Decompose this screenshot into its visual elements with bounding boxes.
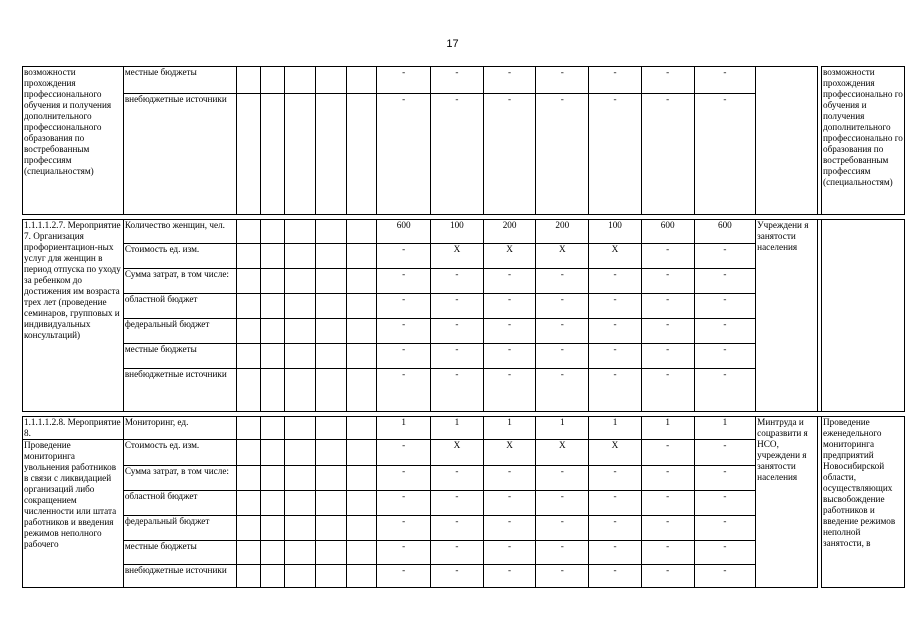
empty-cell bbox=[261, 466, 285, 491]
value-cell: - bbox=[589, 541, 642, 565]
value-cell: - bbox=[431, 369, 484, 412]
indicator-cell: внебюджетные источники bbox=[123, 94, 237, 215]
value-cell: - bbox=[536, 491, 589, 516]
value-cell: - bbox=[589, 565, 642, 588]
empty-cell bbox=[346, 369, 377, 412]
value-cell: - bbox=[483, 541, 536, 565]
empty-cell bbox=[315, 244, 346, 269]
empty-cell bbox=[237, 67, 261, 94]
indicator-cell: областной бюджет bbox=[123, 294, 237, 319]
empty-cell bbox=[237, 417, 261, 440]
value-cell: - bbox=[377, 491, 431, 516]
value-cell: - bbox=[589, 369, 642, 412]
empty-cell bbox=[346, 220, 377, 244]
executor-cell: Учреждени я занятости населения bbox=[756, 220, 818, 412]
empty-cell bbox=[237, 344, 261, 369]
empty-cell bbox=[285, 541, 316, 565]
value-cell: - bbox=[483, 269, 536, 294]
value-cell: X bbox=[483, 440, 536, 466]
empty-cell bbox=[315, 220, 346, 244]
value-cell: - bbox=[641, 294, 694, 319]
empty-cell bbox=[346, 319, 377, 344]
value-cell: X bbox=[431, 440, 484, 466]
executor-cell: Минтруда и соцразвити я НСО, учреждени я занятости населения bbox=[756, 417, 818, 588]
empty-cell bbox=[285, 269, 316, 294]
value-cell: - bbox=[694, 319, 756, 344]
value-cell: - bbox=[431, 67, 484, 94]
indicator-cell: Мониторинг, ед. bbox=[123, 417, 237, 440]
value-cell: - bbox=[641, 269, 694, 294]
empty-cell bbox=[261, 491, 285, 516]
value-cell: - bbox=[431, 269, 484, 294]
value-cell: 100 bbox=[431, 220, 484, 244]
value-cell: 200 bbox=[536, 220, 589, 244]
value-cell: - bbox=[483, 67, 536, 94]
empty-cell bbox=[346, 94, 377, 215]
value-cell: 1 bbox=[589, 417, 642, 440]
empty-cell bbox=[315, 565, 346, 588]
indicator-cell: Стоимость ед. изм. bbox=[123, 440, 237, 466]
value-cell: X bbox=[483, 244, 536, 269]
indicator-cell: местные бюджеты bbox=[123, 344, 237, 369]
value-cell: - bbox=[377, 67, 431, 94]
value-cell: - bbox=[641, 344, 694, 369]
empty-cell bbox=[346, 344, 377, 369]
empty-cell bbox=[285, 417, 316, 440]
value-cell: - bbox=[377, 369, 431, 412]
value-cell: - bbox=[431, 94, 484, 215]
value-cell: - bbox=[431, 491, 484, 516]
empty-cell bbox=[261, 440, 285, 466]
value-cell: - bbox=[483, 491, 536, 516]
value-cell: - bbox=[536, 565, 589, 588]
empty-cell bbox=[346, 491, 377, 516]
empty-cell bbox=[346, 466, 377, 491]
empty-cell bbox=[285, 491, 316, 516]
empty-cell bbox=[315, 369, 346, 412]
empty-cell bbox=[237, 466, 261, 491]
value-cell: - bbox=[431, 319, 484, 344]
value-cell: - bbox=[536, 516, 589, 541]
empty-cell bbox=[315, 67, 346, 94]
value-cell: - bbox=[641, 440, 694, 466]
indicator-cell: федеральный бюджет bbox=[123, 319, 237, 344]
empty-cell bbox=[261, 417, 285, 440]
table-row bbox=[23, 220, 905, 244]
value-cell: - bbox=[483, 319, 536, 344]
empty-cell bbox=[285, 516, 316, 541]
value-cell: - bbox=[431, 565, 484, 588]
empty-cell bbox=[346, 565, 377, 588]
value-cell: - bbox=[431, 516, 484, 541]
empty-cell bbox=[315, 269, 346, 294]
value-cell: X bbox=[536, 244, 589, 269]
value-cell: - bbox=[377, 565, 431, 588]
empty-cell bbox=[315, 491, 346, 516]
value-cell: - bbox=[589, 269, 642, 294]
indicator-cell: местные бюджеты bbox=[123, 541, 237, 565]
value-cell: - bbox=[641, 565, 694, 588]
empty-cell bbox=[285, 440, 316, 466]
value-cell: 100 bbox=[589, 220, 642, 244]
activity-name-cell: 1.1.1.1.2.8. Мероприятие 8. bbox=[23, 417, 124, 440]
empty-cell bbox=[285, 220, 316, 244]
empty-cell bbox=[237, 516, 261, 541]
value-cell: - bbox=[694, 269, 756, 294]
empty-cell bbox=[346, 440, 377, 466]
value-cell: - bbox=[377, 94, 431, 215]
value-cell: - bbox=[536, 319, 589, 344]
empty-cell bbox=[237, 244, 261, 269]
empty-cell bbox=[346, 67, 377, 94]
table-row bbox=[23, 67, 905, 94]
empty-cell bbox=[261, 67, 285, 94]
empty-cell bbox=[346, 294, 377, 319]
value-cell: - bbox=[694, 565, 756, 588]
value-cell: 1 bbox=[641, 417, 694, 440]
value-cell: - bbox=[377, 516, 431, 541]
value-cell: - bbox=[694, 94, 756, 215]
empty-cell bbox=[285, 67, 316, 94]
value-cell: - bbox=[589, 94, 642, 215]
indicator-cell: внебюджетные источники bbox=[123, 565, 237, 588]
value-cell: 600 bbox=[694, 220, 756, 244]
value-cell: 600 bbox=[641, 220, 694, 244]
value-cell: - bbox=[694, 294, 756, 319]
indicator-cell: Сумма затрат, в том числе: bbox=[123, 466, 237, 491]
value-cell: 1 bbox=[483, 417, 536, 440]
empty-cell bbox=[285, 94, 316, 215]
value-cell: - bbox=[641, 491, 694, 516]
value-cell: 1 bbox=[431, 417, 484, 440]
empty-cell bbox=[237, 440, 261, 466]
value-cell: - bbox=[641, 244, 694, 269]
empty-cell bbox=[261, 220, 285, 244]
empty-cell bbox=[346, 417, 377, 440]
empty-cell bbox=[285, 244, 316, 269]
value-cell: - bbox=[536, 269, 589, 294]
value-cell: - bbox=[589, 319, 642, 344]
indicator-cell: Сумма затрат, в том числе: bbox=[123, 269, 237, 294]
value-cell: - bbox=[694, 244, 756, 269]
indicator-cell: федеральный бюджет bbox=[123, 516, 237, 541]
empty-cell bbox=[237, 220, 261, 244]
empty-cell bbox=[261, 344, 285, 369]
empty-cell bbox=[237, 369, 261, 412]
value-cell: - bbox=[377, 294, 431, 319]
value-cell: - bbox=[694, 466, 756, 491]
empty-cell bbox=[237, 541, 261, 565]
empty-cell bbox=[261, 94, 285, 215]
empty-cell bbox=[261, 244, 285, 269]
empty-cell bbox=[346, 269, 377, 294]
value-cell: - bbox=[377, 319, 431, 344]
value-cell: - bbox=[536, 344, 589, 369]
value-cell: - bbox=[694, 516, 756, 541]
value-cell: - bbox=[589, 67, 642, 94]
empty-cell bbox=[285, 344, 316, 369]
empty-cell bbox=[237, 269, 261, 294]
value-cell: X bbox=[431, 244, 484, 269]
result-cell: Проведение еженедельного мониторинга предприятий Новосибирской области, осуществляющих высвобождение работников и введение режимов неполной занятости, в bbox=[822, 417, 905, 588]
result-cell: возможности прохождения профессионально го обучения и получения дополнительного профессионально го образования по востребованным профессиям (специальностям) bbox=[822, 67, 905, 215]
empty-cell bbox=[237, 319, 261, 344]
value-cell: 600 bbox=[377, 220, 431, 244]
empty-cell bbox=[315, 466, 346, 491]
empty-cell bbox=[315, 440, 346, 466]
empty-cell bbox=[346, 244, 377, 269]
value-cell: - bbox=[377, 440, 431, 466]
value-cell: - bbox=[483, 565, 536, 588]
empty-cell bbox=[237, 294, 261, 319]
value-cell: X bbox=[589, 244, 642, 269]
value-cell: - bbox=[377, 466, 431, 491]
value-cell: - bbox=[536, 67, 589, 94]
empty-cell bbox=[346, 516, 377, 541]
indicator-cell: Количество женщин, чел. bbox=[123, 220, 237, 244]
empty-cell bbox=[346, 541, 377, 565]
value-cell: - bbox=[641, 369, 694, 412]
indicator-cell: Стоимость ед. изм. bbox=[123, 244, 237, 269]
value-cell: - bbox=[641, 67, 694, 94]
value-cell: - bbox=[536, 541, 589, 565]
value-cell: - bbox=[536, 369, 589, 412]
empty-cell bbox=[285, 319, 316, 344]
value-cell: - bbox=[377, 541, 431, 565]
value-cell: - bbox=[694, 440, 756, 466]
empty-cell bbox=[315, 94, 346, 215]
value-cell: - bbox=[431, 466, 484, 491]
value-cell: - bbox=[694, 541, 756, 565]
value-cell: - bbox=[377, 269, 431, 294]
empty-cell bbox=[285, 294, 316, 319]
indicator-cell: внебюджетные источники bbox=[123, 369, 237, 412]
activity-name-cell: 1.1.1.1.2.7. Мероприятие 7. Организация профориентацион-ных услуг для женщин в период отпуска по уходу за ребенком до достижения им возраста трех лет (проведение семинаров, групповых и индивидуальных консультаций) bbox=[23, 220, 124, 412]
empty-cell bbox=[237, 94, 261, 215]
empty-cell bbox=[315, 541, 346, 565]
empty-cell bbox=[285, 565, 316, 588]
empty-cell bbox=[261, 294, 285, 319]
empty-cell bbox=[285, 369, 316, 412]
value-cell: 1 bbox=[694, 417, 756, 440]
activity-name-cell: Проведение мониторинга увольнения работников в связи с ликвидацией организаций либо сокращением численности или штата работников и введения режимов неполного рабочего bbox=[23, 440, 124, 588]
value-cell: - bbox=[589, 466, 642, 491]
page-number: 17 bbox=[446, 38, 459, 50]
value-cell: X bbox=[589, 440, 642, 466]
empty-cell bbox=[237, 565, 261, 588]
value-cell: 200 bbox=[483, 220, 536, 244]
empty-cell bbox=[315, 516, 346, 541]
activity-name-cell: возможности прохождения профессионального обучения и получения дополнительного профессионального образования по востребованным профессиям (специальностям) bbox=[23, 67, 124, 215]
value-cell: - bbox=[641, 516, 694, 541]
value-cell: - bbox=[641, 94, 694, 215]
empty-cell bbox=[261, 369, 285, 412]
value-cell: - bbox=[483, 344, 536, 369]
value-cell: - bbox=[694, 344, 756, 369]
value-cell: - bbox=[589, 516, 642, 541]
empty-cell bbox=[261, 516, 285, 541]
empty-cell bbox=[261, 541, 285, 565]
value-cell: - bbox=[431, 294, 484, 319]
value-cell: - bbox=[589, 294, 642, 319]
value-cell: - bbox=[483, 516, 536, 541]
value-cell: - bbox=[589, 491, 642, 516]
empty-cell bbox=[315, 344, 346, 369]
empty-cell bbox=[315, 319, 346, 344]
empty-cell bbox=[261, 565, 285, 588]
value-cell: X bbox=[536, 440, 589, 466]
value-cell: - bbox=[694, 67, 756, 94]
value-cell: - bbox=[641, 541, 694, 565]
empty-cell bbox=[261, 269, 285, 294]
indicator-cell: местные бюджеты bbox=[123, 67, 237, 94]
value-cell: 1 bbox=[536, 417, 589, 440]
value-cell: - bbox=[641, 466, 694, 491]
table-row bbox=[23, 417, 905, 440]
empty-cell bbox=[315, 294, 346, 319]
value-cell: - bbox=[483, 369, 536, 412]
value-cell: - bbox=[536, 294, 589, 319]
value-cell: - bbox=[694, 369, 756, 412]
value-cell: - bbox=[431, 344, 484, 369]
activities-table bbox=[22, 66, 905, 588]
result-cell bbox=[822, 220, 905, 412]
value-cell: - bbox=[377, 244, 431, 269]
empty-cell bbox=[261, 319, 285, 344]
value-cell: - bbox=[641, 319, 694, 344]
value-cell: - bbox=[431, 541, 484, 565]
value-cell: 1 bbox=[377, 417, 431, 440]
empty-cell bbox=[285, 466, 316, 491]
value-cell: - bbox=[589, 344, 642, 369]
value-cell: - bbox=[483, 294, 536, 319]
executor-cell bbox=[756, 67, 818, 215]
empty-cell bbox=[237, 491, 261, 516]
value-cell: - bbox=[694, 491, 756, 516]
value-cell: - bbox=[536, 94, 589, 215]
value-cell: - bbox=[483, 466, 536, 491]
empty-cell bbox=[315, 417, 346, 440]
value-cell: - bbox=[377, 344, 431, 369]
value-cell: - bbox=[483, 94, 536, 215]
indicator-cell: областной бюджет bbox=[123, 491, 237, 516]
value-cell: - bbox=[536, 466, 589, 491]
